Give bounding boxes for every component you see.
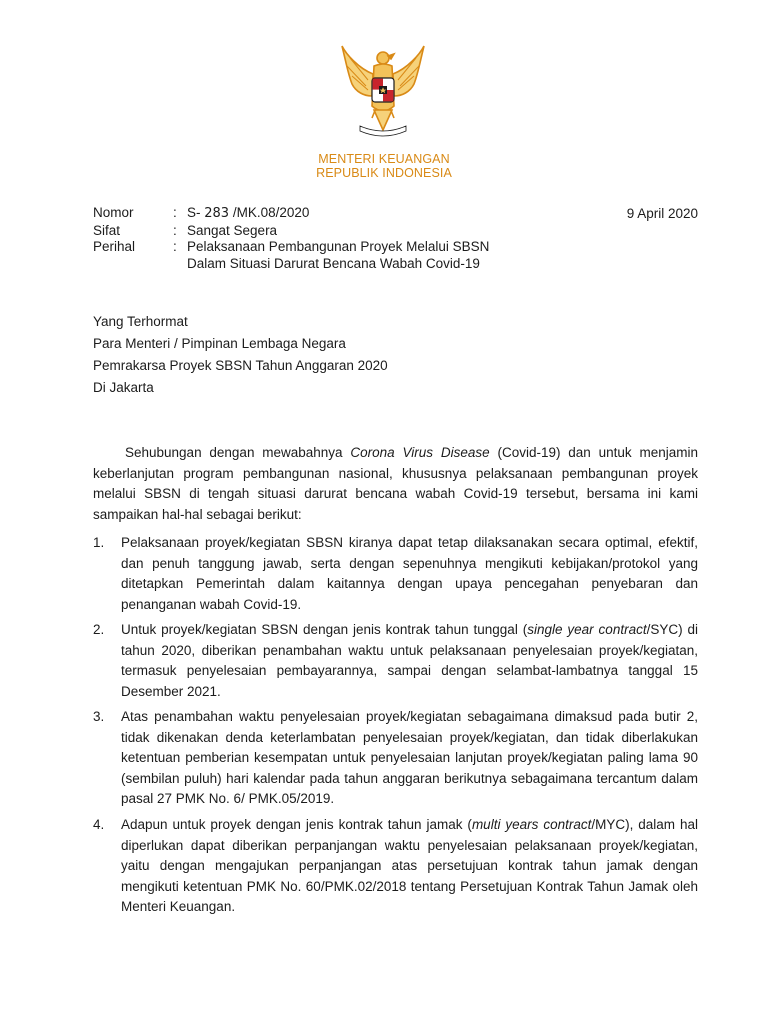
nomor-number: 283 <box>204 206 230 221</box>
nomor-prefix: S- <box>187 205 201 220</box>
item-number: 2. <box>93 622 105 637</box>
nomor-suffix: /MK.08/2020 <box>232 205 310 220</box>
item-text: Pelaksanaan proyek/kegiatan SBSN kiranya dapat tetap dilaksanakan secara optimal, efektif, dan penuh tanggung jawab, serta dengan sepenuhnya mengikuti kebijakan/protokol yang ditetapkan Pemerintah dalam kaitannya dengan upaya pencegahan penyebaran dan penanganan wabah Covid-19. <box>121 535 698 612</box>
intro-text: (Covid-19) dan untuk menjamin keberlanjutan program pembangunan nasional, khususnya pelaksanaan pembangunan proyek melalui SBSN di tengah situasi darurat bencana wabah Covid-19 tersebut, bersama ini kami sampaikan hal-hal sebagai berikut: <box>93 445 699 522</box>
meta-nomor <box>93 205 489 223</box>
list-item <box>93 707 698 810</box>
item-number: 3. <box>93 709 105 724</box>
perihal-value <box>187 239 489 272</box>
meta-sifat <box>93 223 489 240</box>
intro-paragraph <box>93 443 698 525</box>
letter-meta <box>93 205 489 272</box>
colon: : <box>173 222 177 238</box>
office-country: REPUBLIK INDONESIA <box>316 166 452 180</box>
list-item <box>93 533 698 615</box>
sifat-label: Sifat <box>93 222 121 238</box>
item-text-part: Adapun untuk proyek dengan jenis kontrak tahun jamak ( <box>121 817 472 832</box>
item-italic: multi years contract <box>471 817 592 832</box>
perihal-line2: Dalam Situasi Darurat Bencana Wabah Covid-19 <box>187 255 480 271</box>
list-item <box>93 815 698 918</box>
intro-italic: Corona Virus Disease <box>350 445 490 460</box>
letter-date: 9 April 2020 <box>626 206 698 221</box>
nomor-value <box>187 205 309 223</box>
recipient-address <box>93 311 388 399</box>
nomor-label: Nomor <box>93 205 134 220</box>
address-line: Di Jakarta <box>93 380 154 395</box>
list-item <box>93 620 698 702</box>
item-text <box>121 620 698 702</box>
sifat-value: Sangat Segera <box>187 222 278 238</box>
item-text-part: Untuk proyek/kegiatan SBSN dengan jenis kontrak tahun tunggal ( <box>121 622 528 637</box>
colon: : <box>173 205 177 220</box>
item-number: 1. <box>93 535 105 550</box>
address-line: Pemrakarsa Proyek SBSN Tahun Anggaran 2020 <box>93 358 388 373</box>
colon: : <box>173 239 177 254</box>
item-text: Atas penambahan waktu penyelesaian proyek/kegiatan sebagaimana dimaksud pada butir 2, tidak dikenakan denda keterlambatan penyelesaian proyek/kegiatan, dan tidak diberlakukan ketentuan pemberian kesempatan untuk penyelesaian lanjutan proyek/kegiatan paling lama 90 (sembilan puluh) hari kalendar pada tahun anggaran berikutnya sebagaimana tercantum dalam pasal 27 PMK No. 6/ PMK.05/2019. <box>121 709 698 806</box>
perihal-line1: Pelaksanaan Pembangunan Proyek Melalui SBSN <box>187 239 490 254</box>
meta-perihal <box>93 239 489 272</box>
address-line: Para Menteri / Pimpinan Lembaga Negara <box>93 336 346 351</box>
intro-text: Sehubungan dengan mewabahnya <box>125 445 351 460</box>
item-text-part: /MYC), dalam hal diperlukan dapat diberikan perpanjangan waktu penyelesaian pelaksanaan proyek/kegiatan, yaitu dengan mengajukan perpanjangan atas persetujuan kontrak tahun jamak dengan mengikuti ketentuan PMK No. 60/PMK.02/2018 tentang Persetujuan Kontrak Tahun Jamak oleh Menteri Keuangan. <box>121 817 698 914</box>
item-text <box>121 815 698 918</box>
item-number: 4. <box>93 817 105 832</box>
item-text-part: /SYC) di tahun 2020, diberikan penambahan waktu untuk pelaksanaan penyelesaian proyek/kegiatan, termasuk penyelesaian pembayarannya, sampai dengan selambat-lambatnya tanggal 15 Desember 2021. <box>121 622 699 699</box>
perihal-label: Perihal <box>93 239 136 254</box>
item-italic: single year contract <box>527 622 647 637</box>
garuda-emblem-icon <box>338 44 428 144</box>
office-name: MENTERI KEUANGAN <box>318 152 450 166</box>
address-line: Yang Terhormat <box>93 314 188 329</box>
